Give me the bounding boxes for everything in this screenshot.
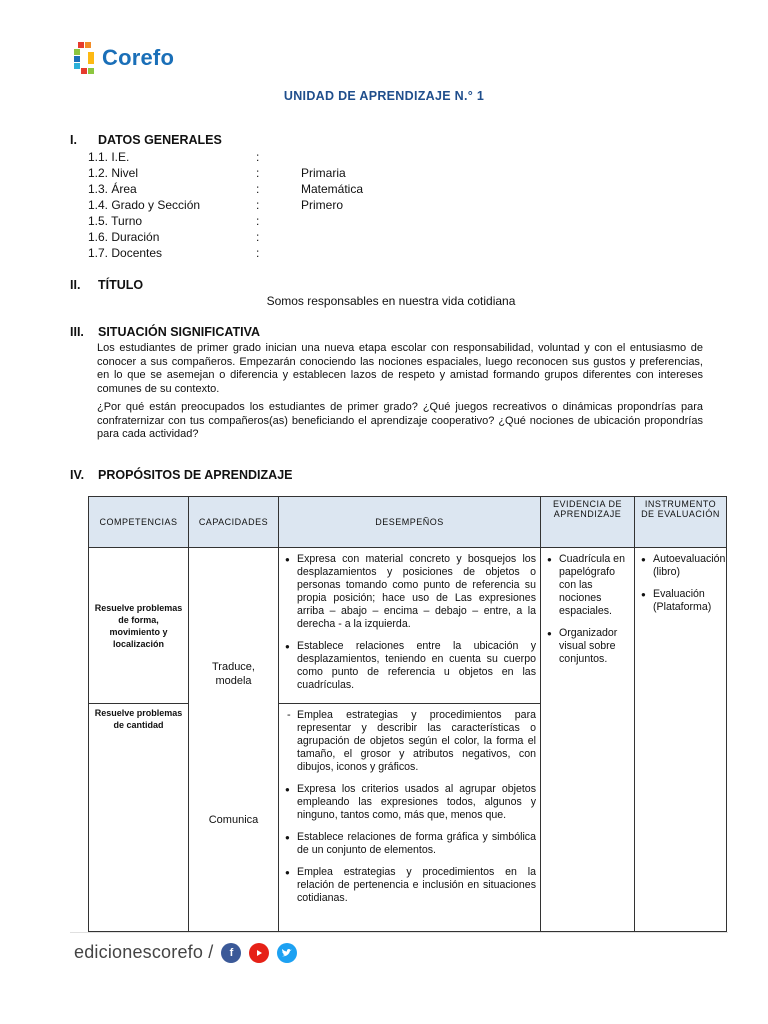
datos-row	[0, 150, 768, 166]
datos-label: 1.3. Área	[88, 182, 137, 196]
datos-label: 1.1. I.E.	[88, 150, 130, 164]
desempenos-cell	[279, 548, 541, 704]
list-item: ● Evaluación (Plataforma)	[653, 588, 722, 614]
datos-label: 1.2. Nivel	[88, 166, 139, 180]
datos-colon: :	[256, 166, 260, 180]
brand-name: Corefo	[102, 45, 175, 70]
footer-divider	[70, 932, 728, 933]
competencia-cell: Resuelve problemas de cantidad	[89, 704, 189, 932]
section-number: II.	[70, 278, 81, 292]
list-item: ● Cuadrícula en papelógrafo con las nociones espaciales.	[559, 553, 630, 618]
datos-label: 1.4. Grado y Sección	[88, 198, 201, 212]
datos-row	[0, 246, 768, 262]
datos-colon: :	[256, 150, 260, 164]
table-row	[89, 548, 727, 704]
situacion-paragraph-1: Los estudiantes de primer grado inician una nueva etapa escolar con responsabilidad, voluntad y con el entusiasmo de conocer a sus compañeros. Empezarán conociendo las nociones espaciales, luego reconocen sus gustos y preferencias, en lo que se asemejan o diferencia y establecen lazos de respeto y amistad formando grupos diferentes con intereses comunes de su contexto.	[97, 342, 703, 395]
list-item: ● Emplea estrategias y procedimientos en la relación de pertenencia e inclusión en situaciones cotidianas.	[297, 866, 536, 905]
list-item: ● Expresa con material concreto y bosquejos los desplazamientos y posiciones de objetos o personas tomando como punto de referencia su propia posición; hace uso de Las expresiones arriba – abajo – encima – debajo – entre, a la derecha - a la izquierda.	[297, 553, 536, 631]
section-propositos	[70, 468, 292, 482]
datos-row	[0, 230, 768, 246]
footer	[74, 942, 297, 963]
section-datos-generales	[70, 133, 222, 147]
corefo-logo	[74, 42, 174, 74]
situacion-paragraph-2: ¿Por qué están preocupados los estudiantes de primer grado? ¿Qué juegos recreativos o dinámicas propondrías para confraternizar con tus compañeros(as) beneficiando el aprendizaje cooperativo? ¿Qué nociones de ubicación propondrías para cada actividad?	[97, 401, 703, 440]
datos-row	[0, 198, 768, 214]
datos-value: Matemática	[301, 182, 364, 196]
desempenos-list	[283, 783, 536, 905]
datos-colon: :	[256, 198, 260, 212]
evidencias-list	[545, 553, 630, 666]
twitter-icon[interactable]	[277, 943, 297, 963]
evidencia-cell	[541, 548, 635, 932]
capacidades-cell	[189, 548, 279, 932]
datos-colon: :	[256, 182, 260, 196]
instrumento-cell	[635, 548, 727, 932]
header-desempenos: DESEMPEÑOS	[279, 497, 541, 548]
datos-value: Primaria	[301, 166, 346, 180]
facebook-icon[interactable]: f	[221, 943, 241, 963]
datos-row	[0, 214, 768, 230]
datos-label: 1.5. Turno	[88, 214, 143, 228]
list-item: ● Establece relaciones entre la ubicación y desplazamientos, teniendo en cuenta su cuerpo como punto de referencia u objetos en las cuadrículas.	[297, 640, 536, 692]
header-instrumento: INSTRUMENTO DE EVALUACIÓN	[635, 497, 727, 548]
capacidad-item: Traduce, modela	[211, 661, 255, 687]
footer-text: edicionescorefo /	[74, 942, 214, 962]
section-titulo	[70, 278, 143, 292]
section-heading: DATOS GENERALES	[98, 133, 222, 147]
desempenos-list	[283, 553, 536, 692]
titulo-text: Somos responsables en nuestra vida cotidiana	[266, 294, 516, 308]
document-title: UNIDAD DE APRENDIZAJE N.° 1	[283, 89, 485, 103]
datos-row	[0, 166, 768, 182]
desempenos-dash-list	[283, 709, 536, 774]
datos-row	[0, 182, 768, 198]
propositos-table	[88, 496, 727, 932]
section-number: III.	[70, 325, 84, 339]
list-item: ● Expresa los criterios usados al agrupar objetos empleando las expresiones todos, algunos y ninguno, tantos como, más que, menos que.	[297, 783, 536, 822]
section-number: IV.	[70, 468, 85, 482]
datos-label: 1.7. Docentes	[88, 246, 163, 260]
list-item: ● Organizador visual sobre conjuntos.	[559, 627, 630, 666]
header-competencias: COMPETENCIAS	[89, 497, 189, 548]
capacidad-item: Comunica	[208, 814, 259, 826]
section-heading: TÍTULO	[98, 278, 144, 292]
youtube-icon[interactable]	[249, 943, 269, 963]
section-situacion	[70, 325, 260, 339]
section-number: I.	[70, 133, 77, 147]
datos-colon: :	[256, 214, 260, 228]
list-item: ● Autoevaluación (libro)	[653, 553, 722, 579]
section-heading: SITUACIÓN SIGNIFICATIVA	[98, 325, 261, 339]
instrumentos-list	[639, 553, 726, 614]
datos-colon: :	[256, 246, 260, 260]
header-capacidades: CAPACIDADES	[189, 497, 279, 548]
header-evidencia: EVIDENCIA DE APRENDIZAJE	[541, 497, 635, 548]
desempenos-cell	[279, 704, 541, 932]
datos-label: 1.6. Duración	[88, 230, 160, 244]
datos-colon: :	[256, 230, 260, 244]
section-heading: PROPÓSITOS DE APRENDIZAJE	[98, 468, 293, 482]
list-item: ● Establece relaciones de forma gráfica y simbólica de un conjunto de elementos.	[297, 831, 536, 857]
datos-value: Primero	[301, 198, 344, 212]
corefo-logo-icon	[74, 42, 96, 74]
list-item: - Emplea estrategias y procedimientos para representar y describir las características o agrupación de objetos según el color, la forma el tamaño, el grosor y atributos negativos, con dibujos, iconos y gráficos.	[297, 709, 536, 774]
competencia-cell: Resuelve problemas de forma, movimiento y localización	[89, 548, 189, 704]
table-header-row	[89, 497, 727, 548]
